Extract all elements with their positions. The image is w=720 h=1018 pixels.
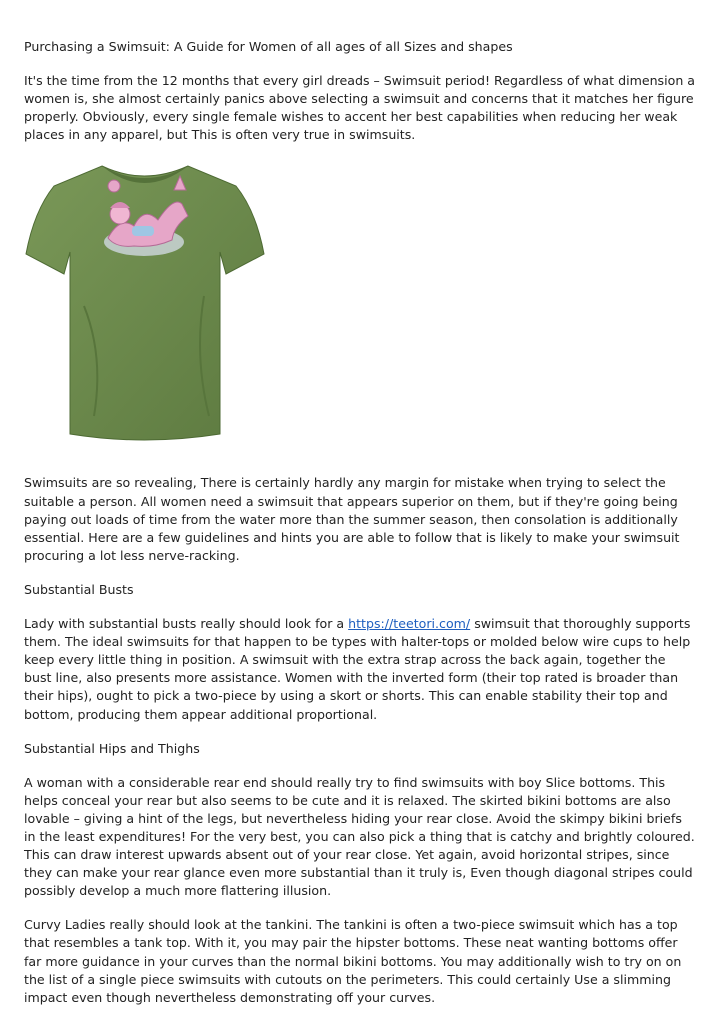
paragraph-2 <box>24 615 696 724</box>
paragraph-2-lead: Lady with substantial busts really should look for a <box>24 616 349 632</box>
tshirt-body <box>26 166 264 440</box>
heading-substantial-busts: Substantial Busts <box>24 581 134 597</box>
paragraph-3: A woman with a considerable rear end should really try to find swimsuits with boy Slice bottoms. This helps conceal your rear but also seems to be cute and it is relaxed. The skirted bikini bottoms are also lovable – giving a hint of the legs, but nevertheless hiding your rear close. Avoid the skimpy bikini briefs in the least expenditures! For the very best, you can also pick a thing that is catchy and brightly coloured. This can draw interest upwards absent out of your rear close. Yet again, avoid horizontal stripes, since they can make your rear glance even more substantial than it truly is, Even though diagonal stripes could possibly develop a much more flattering illusion. <box>24 774 695 899</box>
paragraph-4: Curvy Ladies really should look at the tankini. The tankini is often a two-piece swimsuit which has a top that resembles a tank top. With it, you may pair the hipster bottoms. These neat wanting bottoms offer far more guidance in your curves than the normal bikini bottoms. You may additionally wish to try on on the list of a single piece swimsuits with cutouts on the perimeters. This could certainly Use a slimming impact even though nevertheless demonstrating off your curves. <box>24 917 682 1005</box>
intro-paragraph: It's the time from the 12 months that every girl dreads – Swimsuit period! Regardless of what dimension a women is, she almost certainly panics above selecting a swimsuit and concerns that it matches her figure properly. Obviously, every single female wishes to accent her best capabilities when reducing her weak places in any apparel, but This is often very true in swimsuits. <box>24 73 696 143</box>
paragraph-2-tail: swimsuit that thoroughly supports them. The ideal swimsuits for that happen to be types with halter-tops or molded below wire cups to help keep every little thing in position. A swimsuit with the extra strap across the back again, together the bust line, also presents more assistance. Women with the inverted form (their top rated is broader than their hips), ought to pick a two-piece by using a skort or shorts. This can enable stability their top and bottom, producing them appear additional proportional. <box>24 616 691 722</box>
paragraph-1: Swimsuits are so revealing, There is certainly hardly any margin for mistake when trying to select the suitable a person. All women need a swimsuit that appears superior on them, but if they're going being paying out loads of time from the water more than the summer season, then consolation is additionally essential. Here are a few guidelines and hints you are able to follow that is likely to make your swimsuit procuring a lot less nerve-racking. <box>24 475 680 563</box>
tshirt-illustration <box>24 156 274 446</box>
document-title: Purchasing a Swimsuit: A Guide for Women of all ages of all Sizes and shapes <box>24 39 513 54</box>
document-page <box>24 38 696 1007</box>
heading-substantial-hips: Substantial Hips and Thighs <box>24 740 200 756</box>
teetori-link[interactable]: https://teetori.com/ <box>348 616 471 632</box>
tshirt-image <box>24 156 274 446</box>
